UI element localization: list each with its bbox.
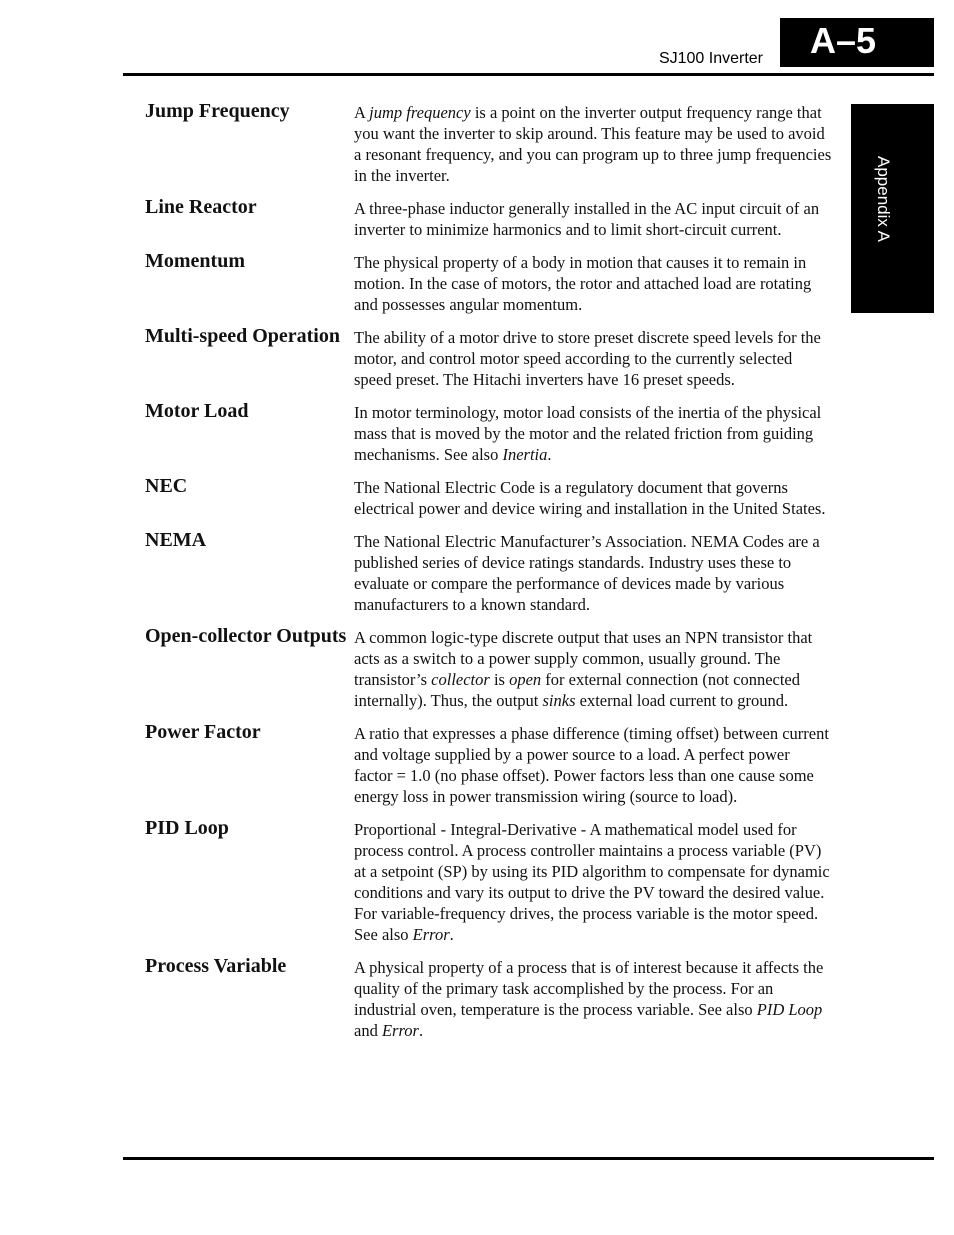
side-tab-label: Appendix A [874, 156, 893, 243]
glossary-definition [354, 196, 832, 240]
definition-emphasis: PID Loop [756, 1000, 823, 1019]
glossary-entry [145, 721, 835, 807]
glossary-term: Momentum [145, 250, 245, 272]
appendix-side-tab [851, 104, 934, 313]
glossary-entry [145, 196, 835, 240]
glossary-definition [354, 475, 832, 519]
definition-text: and [354, 1021, 382, 1040]
glossary-entry [145, 529, 835, 615]
definition-text: A common logic-type discrete output that uses an NPN transistor that acts as a switch to a power supply common, usually ground. The transistor’s [354, 628, 813, 689]
glossary-entry [145, 475, 835, 519]
definition-emphasis: Inertia [502, 445, 548, 464]
definition-emphasis: Error [412, 925, 450, 944]
glossary-term: PID Loop [145, 817, 229, 839]
header-rule [123, 73, 934, 76]
glossary-term: Power Factor [145, 721, 261, 743]
glossary-term: Line Reactor [145, 196, 257, 218]
definition-text: . [547, 445, 552, 464]
definition-emphasis: sinks [542, 691, 576, 710]
definition-text: A [354, 103, 370, 122]
glossary-entry [145, 100, 835, 186]
glossary-entry [145, 250, 835, 315]
glossary-entry [145, 625, 835, 711]
definition-emphasis: Error [381, 1021, 419, 1040]
glossary-definition [354, 955, 832, 1041]
glossary-term: Open-collector Outputs [145, 625, 347, 647]
definition-text: . [418, 1021, 424, 1040]
glossary-entry [145, 955, 835, 1041]
glossary-definition [354, 721, 832, 807]
glossary-entry [145, 400, 835, 465]
glossary-term: Process Variable [145, 955, 287, 977]
page-number-badge [780, 18, 934, 67]
definition-text: Proportional - Integral-Derivative - A mathematical model used for process control. A process controller maintains a process variable (PV) at a setpoint (SP) by using its PID algorithm to compensate for dynamic conditions and vary its output to drive the PV toward the desired value. For variable-frequency drives, the process variable is the motor speed. See also [354, 820, 830, 944]
definition-text: A three-phase inductor generally installed in the AC input circuit of an inverter to minimize harmonics and to limit short-circuit current. [354, 199, 820, 239]
glossary-list [145, 100, 835, 1051]
glossary-definition [354, 400, 832, 465]
glossary-term: NEC [145, 475, 188, 497]
definition-emphasis: open [509, 670, 542, 689]
definition-text: is [489, 670, 510, 689]
glossary-definition [354, 529, 832, 615]
glossary-term: Motor Load [145, 400, 249, 422]
footer-rule [123, 1157, 934, 1160]
glossary-definition [354, 325, 832, 390]
glossary-term: Multi-speed Operation [145, 325, 340, 347]
definition-emphasis: collector [431, 670, 490, 689]
definition-text: external load current to ground. [575, 691, 789, 710]
running-header-title: SJ100 Inverter [658, 50, 763, 67]
definition-text: is a point on the inverter output frequency range that you want the inverter to skip around. This feature may be used to avoid a resonant frequency, and you can program up to three jump frequencies in the inverter. [354, 103, 832, 185]
definition-text: A physical property of a process that is of interest because it affects the quality of the primary task accomplished by the process. For an industrial oven, temperature is the process variable. See also [354, 958, 824, 1019]
definition-text: The physical property of a body in motion that causes it to remain in motion. In the case of motors, the rotor and attached load are rotating and possesses angular momentum. [354, 253, 812, 314]
glossary-definition [354, 100, 832, 186]
definition-text: The National Electric Code is a regulatory document that governs electrical power and device wiring and installation in the United States. [354, 478, 826, 518]
definition-text: for external connection (not connected internally). Thus, the output [354, 670, 800, 710]
glossary-definition [354, 817, 832, 945]
glossary-entry [145, 817, 835, 945]
definition-emphasis: jump frequency [369, 103, 471, 122]
definition-text: . [449, 925, 454, 944]
definition-text: The ability of a motor drive to store preset discrete speed levels for the motor, and control motor speed according to the currently selected speed preset. The Hitachi inverters have 16 preset speeds. [354, 328, 821, 389]
definition-text: The National Electric Manufacturer’s Association. NEMA Codes are a published series of device ratings standards. Industry uses these to evaluate or compare the performance of devices made by various manufacturers to a known standard. [354, 532, 820, 614]
page-number: A–5 [810, 20, 877, 61]
glossary-definition [354, 250, 832, 315]
glossary-term: NEMA [145, 529, 207, 551]
glossary-entry [145, 325, 835, 390]
glossary-term: Jump Frequency [145, 100, 290, 122]
definition-text: A ratio that expresses a phase difference (timing offset) between current and voltage supplied by a power source to a load. A perfect power factor = 1.0 (no phase offset). Power factors less than one cause some energy loss in power transmission wiring (source to load). [354, 724, 829, 806]
definition-text: In motor terminology, motor load consists of the inertia of the physical mass that is moved by the motor and the related friction from guiding mechanisms. See also [354, 403, 822, 464]
glossary-definition [354, 625, 832, 711]
